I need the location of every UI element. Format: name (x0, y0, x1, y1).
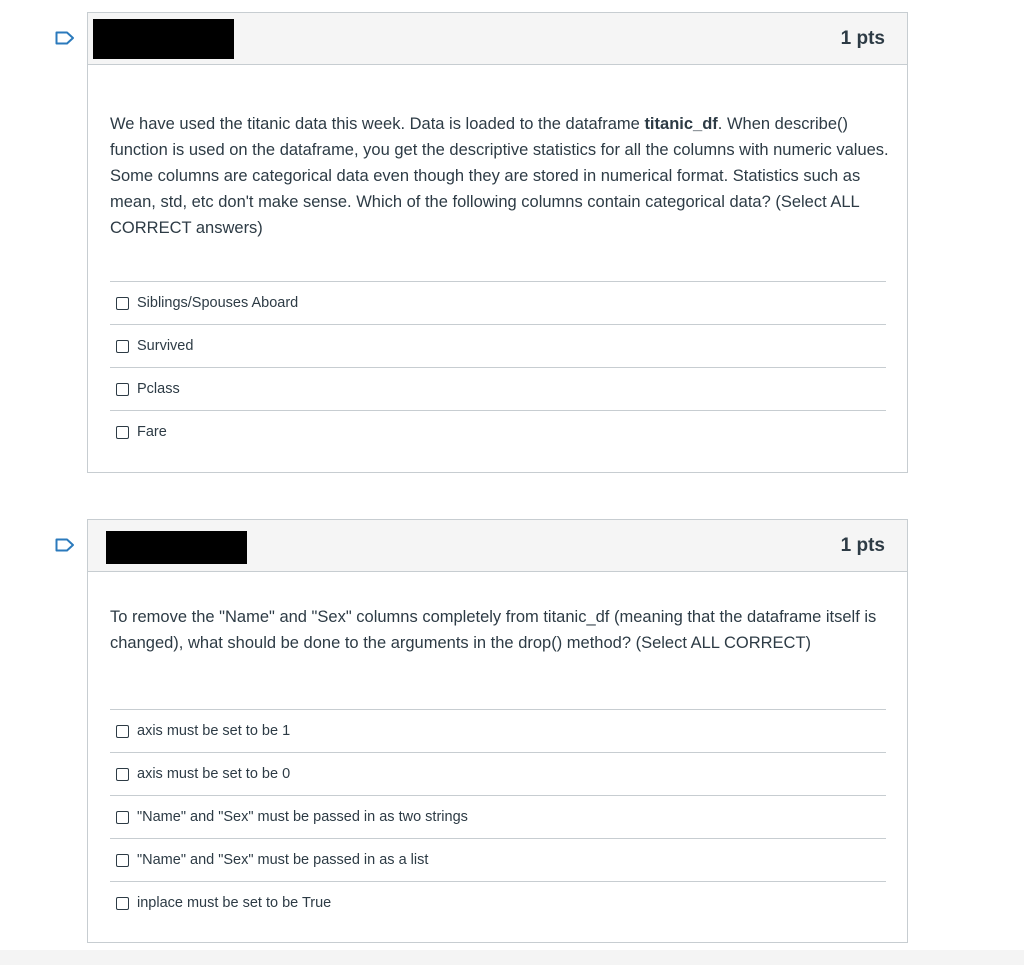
checkbox-unchecked-icon[interactable] (116, 426, 129, 439)
question-1 (87, 12, 908, 473)
checkbox-unchecked-icon[interactable] (116, 340, 129, 353)
question-header (88, 13, 907, 65)
answer-label: Siblings/Spouses Aboard (137, 295, 299, 311)
answer-option[interactable] (110, 368, 886, 411)
checkbox-unchecked-icon[interactable] (116, 768, 129, 781)
question-points: 1 pts (840, 28, 885, 49)
checkbox-unchecked-icon[interactable] (116, 383, 129, 396)
checkbox-unchecked-icon[interactable] (116, 725, 129, 738)
answer-option[interactable] (110, 325, 886, 368)
answer-label: axis must be set to be 0 (137, 766, 291, 782)
answer-option[interactable] (110, 882, 886, 924)
answer-label: Pclass (137, 381, 180, 397)
answer-list (110, 709, 886, 924)
answer-option[interactable] (110, 796, 886, 839)
dataframe-name: titanic_df (644, 115, 718, 133)
question-text: We have used the titanic data this week. Data is loaded to the dataframe titanic_df. When describe() function is used on the dataframe, you get the descriptive statistics for all the columns with numeric values. Some columns are categorical data even though they are stored in numerical format. Statistics such as mean, std, etc don't make sense. Which of the following columns contain categorical data? (Select ALL CORRECT answers) (110, 115, 889, 237)
answer-label: axis must be set to be 1 (137, 723, 291, 739)
flag-question-icon[interactable] (55, 538, 75, 552)
redacted-question-title (93, 19, 234, 59)
answer-option[interactable] (110, 753, 886, 796)
checkbox-unchecked-icon[interactable] (116, 854, 129, 867)
answer-label: Fare (137, 424, 167, 440)
checkbox-unchecked-icon[interactable] (116, 297, 129, 310)
page-bottom-shade (0, 950, 1024, 965)
question-header (88, 520, 907, 572)
answer-label: inplace must be set to be True (137, 895, 332, 911)
answer-label: Survived (137, 338, 194, 354)
answer-list (110, 281, 886, 453)
flag-question-icon[interactable] (55, 31, 75, 45)
answer-option[interactable] (110, 839, 886, 882)
answer-option[interactable] (110, 282, 886, 325)
checkbox-unchecked-icon[interactable] (116, 897, 129, 910)
question-points: 1 pts (840, 535, 885, 556)
answer-option[interactable] (110, 411, 886, 453)
question-text: To remove the "Name" and "Sex" columns completely from titanic_df (meaning that the dataframe itself is changed), what should be done to the arguments in the drop() method? (Select ALL CORRECT) (110, 608, 877, 652)
checkbox-unchecked-icon[interactable] (116, 811, 129, 824)
question-2 (87, 519, 908, 943)
answer-label: "Name" and "Sex" must be passed in as a list (137, 852, 429, 868)
redacted-question-title (106, 531, 247, 564)
answer-option[interactable] (110, 710, 886, 753)
answer-label: "Name" and "Sex" must be passed in as two strings (137, 809, 468, 825)
